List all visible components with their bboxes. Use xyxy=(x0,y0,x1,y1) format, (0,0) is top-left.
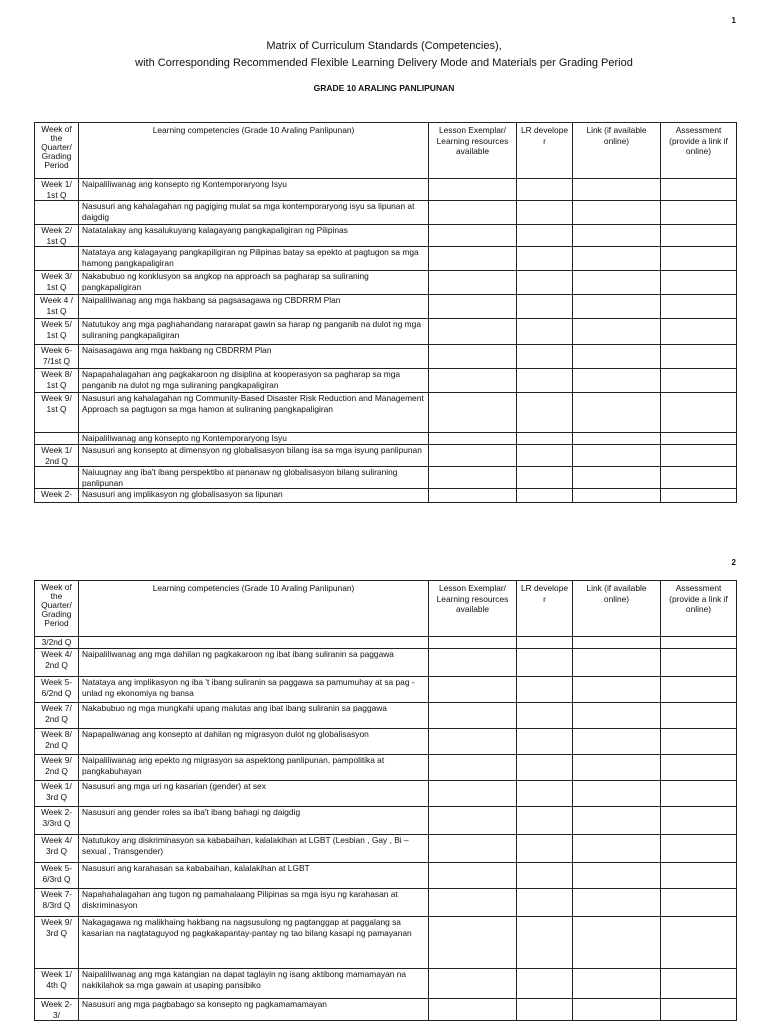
lr-developer-cell xyxy=(517,271,573,295)
lr-developer-cell xyxy=(517,969,573,999)
table-row xyxy=(35,781,737,807)
competency-cell: Nasusuri ang implikasyon ng globalisasyon sa lipunan xyxy=(79,489,429,503)
exemplar-cell xyxy=(429,863,517,889)
competency-cell: Nasusuri ang mga pagbabago sa konsepto ng pagkamamamayan xyxy=(79,999,429,1021)
competency-matrix-page1 xyxy=(34,122,737,503)
table-row xyxy=(35,969,737,999)
competency-matrix-page2 xyxy=(34,580,737,1021)
week-cell: Week 1/ 1st Q xyxy=(35,179,79,201)
assessment-cell xyxy=(661,271,737,295)
lr-developer-cell xyxy=(517,345,573,369)
lr-developer-cell xyxy=(517,755,573,781)
exemplar-cell xyxy=(429,889,517,917)
link-cell xyxy=(573,755,661,781)
link-cell xyxy=(573,393,661,433)
week-cell: Week 2-3/3rd Q xyxy=(35,807,79,835)
link-cell xyxy=(573,807,661,835)
exemplar-cell xyxy=(429,319,517,345)
table-row xyxy=(35,889,737,917)
assessment-cell xyxy=(661,489,737,503)
link-cell xyxy=(573,917,661,969)
competency-cell: Natatalakay ang kasalukuyang kalagayang pangkapaligiran ng Pilipinas xyxy=(79,225,429,247)
lr-developer-cell xyxy=(517,807,573,835)
competency-cell: Nasusuri ang kahalagahan ng pagiging mulat sa mga kontemporaryong isyu sa lipunan at daigdig xyxy=(79,201,429,225)
assessment-cell xyxy=(661,917,737,969)
competency-cell: Napapaliwanag ang konsepto at dahilan ng migrasyon dulot ng globalisasyon xyxy=(79,729,429,755)
table-row xyxy=(35,863,737,889)
link-cell xyxy=(573,247,661,271)
header-link: Link (if available online) xyxy=(573,581,661,637)
assessment-cell xyxy=(661,677,737,703)
assessment-cell xyxy=(661,319,737,345)
lr-developer-cell xyxy=(517,467,573,489)
competency-cell: Nasusuri ang mga uri ng kasarian (gender) at sex xyxy=(79,781,429,807)
assessment-cell xyxy=(661,247,737,271)
assessment-cell xyxy=(661,467,737,489)
exemplar-cell xyxy=(429,649,517,677)
lr-developer-cell xyxy=(517,489,573,503)
table-row xyxy=(35,345,737,369)
week-cell: Week 5/ 1st Q xyxy=(35,319,79,345)
exemplar-cell xyxy=(429,835,517,863)
table-row xyxy=(35,489,737,503)
exemplar-cell xyxy=(429,969,517,999)
header-competencies: Learning competencies (Grade 10 Araling Panlipunan) xyxy=(79,581,429,637)
week-cell: Week 7-8/3rd Q xyxy=(35,889,79,917)
week-cell: Week 1/ 4th Q xyxy=(35,969,79,999)
lr-developer-cell xyxy=(517,677,573,703)
exemplar-cell xyxy=(429,703,517,729)
competency-cell: Nasusuri ang kahalagahan ng Community-Based Disaster Risk Reduction and Management Approach sa pagtugon sa mga hamon at suliraning pangkapaligiran xyxy=(79,393,429,433)
exemplar-cell xyxy=(429,179,517,201)
competency-cell: Nasusuri ang konsepto at dimensyon ng globalisasyon bilang isa sa mga isyung panlipunan xyxy=(79,445,429,467)
assessment-cell xyxy=(661,863,737,889)
assessment-cell xyxy=(661,969,737,999)
table-row xyxy=(35,649,737,677)
week-cell: Week 9/ 2nd Q xyxy=(35,755,79,781)
lr-developer-cell xyxy=(517,369,573,393)
assessment-cell xyxy=(661,637,737,649)
exemplar-cell xyxy=(429,433,517,445)
exemplar-cell xyxy=(429,677,517,703)
link-cell xyxy=(573,467,661,489)
week-cell: Week 5-6/3rd Q xyxy=(35,863,79,889)
lr-developer-cell xyxy=(517,393,573,433)
table-row xyxy=(35,247,737,271)
week-cell: Week 2- xyxy=(35,489,79,503)
table-row xyxy=(35,729,737,755)
assessment-cell xyxy=(661,781,737,807)
link-cell xyxy=(573,179,661,201)
link-cell xyxy=(573,969,661,999)
assessment-cell xyxy=(661,433,737,445)
table-row xyxy=(35,433,737,445)
header-exemplar: Lesson Exemplar/ Learning resources available xyxy=(429,123,517,179)
week-cell: Week 7/ 2nd Q xyxy=(35,703,79,729)
link-cell xyxy=(573,649,661,677)
lr-developer-cell xyxy=(517,295,573,319)
week-cell: Week 2-3/ xyxy=(35,999,79,1021)
assessment-cell xyxy=(661,755,737,781)
competency-cell: Naipaliliwanag ang epekto ng migrasyon sa aspektong panlipunan, pampolitika at pangkabuhayan xyxy=(79,755,429,781)
assessment-cell xyxy=(661,179,737,201)
assessment-cell xyxy=(661,295,737,319)
competency-cell: Napahahalagahan ang tugon ng pamahalaang Pilipinas sa mga isyu ng karahasan at diskriminasyon xyxy=(79,889,429,917)
link-cell xyxy=(573,319,661,345)
table-row xyxy=(35,637,737,649)
table-row xyxy=(35,369,737,393)
week-cell: Week 5-6/2nd Q xyxy=(35,677,79,703)
link-cell xyxy=(573,225,661,247)
competency-cell: Napapahalagahan ang pagkakaroon ng disiplina at kooperasyon sa pagharap sa mga panganib na dulot ng mga suliraning pangkapaligiran xyxy=(79,369,429,393)
assessment-cell xyxy=(661,345,737,369)
table-row xyxy=(35,295,737,319)
link-cell xyxy=(573,369,661,393)
link-cell xyxy=(573,863,661,889)
assessment-cell xyxy=(661,729,737,755)
link-cell xyxy=(573,489,661,503)
assessment-cell xyxy=(661,999,737,1021)
page-number-2: 2 xyxy=(731,558,736,567)
week-cell: Week 1/ 3rd Q xyxy=(35,781,79,807)
week-cell: 3/2nd Q xyxy=(35,637,79,649)
table-row xyxy=(35,201,737,225)
table-row xyxy=(35,445,737,467)
competency-cell: Naisasagawa ang mga hakbang ng CBDRRM Plan xyxy=(79,345,429,369)
page-number: 1 xyxy=(731,16,736,25)
link-cell xyxy=(573,677,661,703)
competency-cell: Natataya ang implikasyon ng iba 't ibang suliranin sa paggawa sa pamumuhay at sa pag -unlad ng ekonomiya ng bansa xyxy=(79,677,429,703)
table-row xyxy=(35,179,737,201)
assessment-cell xyxy=(661,703,737,729)
competency-cell: Nakabubuo ng konklusyon sa angkop na approach sa pagharap sa suliraning pangkapaligiran xyxy=(79,271,429,295)
exemplar-cell xyxy=(429,999,517,1021)
header-week: Week of the Quarter/ Grading Period xyxy=(35,123,79,179)
exemplar-cell xyxy=(429,637,517,649)
week-cell: Week 4 / 1st Q xyxy=(35,295,79,319)
link-cell xyxy=(573,781,661,807)
link-cell xyxy=(573,835,661,863)
exemplar-cell xyxy=(429,781,517,807)
table-row xyxy=(35,271,737,295)
header-assessment: Assessment (provide a link if online) xyxy=(661,123,737,179)
assessment-cell xyxy=(661,393,737,433)
table-row xyxy=(35,999,737,1021)
competency-cell: Naipaliliwanag ang mga hakbang sa pagsasagawa ng CBDRRM Plan xyxy=(79,295,429,319)
document-title-line2: with Corresponding Recommended Flexible Learning Delivery Mode and Materials per Grading Period xyxy=(135,57,633,69)
table-row xyxy=(35,467,737,489)
exemplar-cell xyxy=(429,345,517,369)
week-cell: Week 8/ 1st Q xyxy=(35,369,79,393)
exemplar-cell xyxy=(429,201,517,225)
exemplar-cell xyxy=(429,295,517,319)
exemplar-cell xyxy=(429,271,517,295)
table-row xyxy=(35,225,737,247)
exemplar-cell xyxy=(429,489,517,503)
link-cell xyxy=(573,999,661,1021)
lr-developer-cell xyxy=(517,703,573,729)
assessment-cell xyxy=(661,225,737,247)
table-row xyxy=(35,807,737,835)
competency-cell: Naiuugnay ang iba't ibang perspektibo at pananaw ng globalisasyon bilang suliraning panlipunan xyxy=(79,467,429,489)
header-exemplar: Lesson Exemplar/ Learning resources available xyxy=(429,581,517,637)
link-cell xyxy=(573,433,661,445)
lr-developer-cell xyxy=(517,179,573,201)
link-cell xyxy=(573,445,661,467)
document-title-line1: Matrix of Curriculum Standards (Competencies), xyxy=(266,40,502,52)
header-lr-developer: LR develope r xyxy=(517,581,573,637)
week-cell: Week 2/ 1st Q xyxy=(35,225,79,247)
lr-developer-cell xyxy=(517,445,573,467)
header-lr-developer: LR develope r xyxy=(517,123,573,179)
week-cell: Week 4/ 3rd Q xyxy=(35,835,79,863)
header-competencies: Learning competencies (Grade 10 Araling Panlipunan) xyxy=(79,123,429,179)
week-cell xyxy=(35,201,79,225)
link-cell xyxy=(573,703,661,729)
competency-cell: Naipaliliwanag ang konsepto ng Kontemporaryong Isyu xyxy=(79,179,429,201)
lr-developer-cell xyxy=(517,433,573,445)
competency-cell: Nakabubuo ng mga mungkahi upang malutas ang ibat ibang suliranin sa paggawa xyxy=(79,703,429,729)
assessment-cell xyxy=(661,807,737,835)
exemplar-cell xyxy=(429,225,517,247)
lr-developer-cell xyxy=(517,781,573,807)
table-row xyxy=(35,835,737,863)
assessment-cell xyxy=(661,889,737,917)
competency-cell: Naipaliliwanag ang mga dahilan ng pagkakaroon ng ibat ibang suliranin sa paggawa xyxy=(79,649,429,677)
week-cell: Week 8/ 2nd Q xyxy=(35,729,79,755)
lr-developer-cell xyxy=(517,729,573,755)
lr-developer-cell xyxy=(517,863,573,889)
exemplar-cell xyxy=(429,467,517,489)
exemplar-cell xyxy=(429,393,517,433)
week-cell xyxy=(35,247,79,271)
week-cell: Week 6-7/1st Q xyxy=(35,345,79,369)
header-link: Link (if available online) xyxy=(573,123,661,179)
competency-cell: Nasusuri ang karahasan sa kababaihan, kalalakihan at LGBT xyxy=(79,863,429,889)
competency-cell: Nasusuri ang gender roles sa iba't ibang bahagi ng daigdig xyxy=(79,807,429,835)
header-assessment: Assessment (provide a link if online) xyxy=(661,581,737,637)
week-cell xyxy=(35,467,79,489)
lr-developer-cell xyxy=(517,201,573,225)
exemplar-cell xyxy=(429,755,517,781)
lr-developer-cell xyxy=(517,319,573,345)
lr-developer-cell xyxy=(517,889,573,917)
assessment-cell xyxy=(661,201,737,225)
week-cell: Week 9/ 1st Q xyxy=(35,393,79,433)
competency-cell: Nakagagawa ng malikhaing hakbang na nagsusulong ng pagtanggap at paggalang sa kasarian na nagtataguyod ng pagkakapantay-pantay ng tao bilang kasapi ng pamayanan xyxy=(79,917,429,969)
link-cell xyxy=(573,889,661,917)
assessment-cell xyxy=(661,369,737,393)
link-cell xyxy=(573,201,661,225)
lr-developer-cell xyxy=(517,835,573,863)
assessment-cell xyxy=(661,649,737,677)
header-week: Week of the Quarter/ Grading Period xyxy=(35,581,79,637)
table-row xyxy=(35,319,737,345)
lr-developer-cell xyxy=(517,917,573,969)
table-row xyxy=(35,393,737,433)
competency-cell: Naipaliliwanag ang mga katangian na dapat taglayin ng isang aktibong mamamayan na nakikilahok sa mga gawain at usaping pansibiko xyxy=(79,969,429,999)
exemplar-cell xyxy=(429,445,517,467)
competency-cell: Natataya ang kalagayang pangkapiligiran ng Pilipinas batay sa epekto at pagtugon sa mga hamong pangkapaligiran xyxy=(79,247,429,271)
table-row xyxy=(35,677,737,703)
link-cell xyxy=(573,295,661,319)
document-subtitle: GRADE 10 ARALING PANLIPUNAN xyxy=(313,83,455,93)
lr-developer-cell xyxy=(517,225,573,247)
exemplar-cell xyxy=(429,369,517,393)
table-row xyxy=(35,755,737,781)
exemplar-cell xyxy=(429,247,517,271)
lr-developer-cell xyxy=(517,649,573,677)
table-row xyxy=(35,703,737,729)
lr-developer-cell xyxy=(517,247,573,271)
link-cell xyxy=(573,637,661,649)
exemplar-cell xyxy=(429,729,517,755)
assessment-cell xyxy=(661,445,737,467)
week-cell: Week 3/ 1st Q xyxy=(35,271,79,295)
week-cell: Week 9/ 3rd Q xyxy=(35,917,79,969)
table-row xyxy=(35,917,737,969)
competency-cell xyxy=(79,637,429,649)
exemplar-cell xyxy=(429,807,517,835)
competency-cell: Naipaliliwanag ang konsepto ng Kontemporaryong Isyu xyxy=(79,433,429,445)
week-cell: Week 1/ 2nd Q xyxy=(35,445,79,467)
link-cell xyxy=(573,271,661,295)
competency-cell: Natutukoy ang diskriminasyon sa kababaihan, kalalakihan at LGBT (Lesbian , Gay , Bi – sexual , Transgender) xyxy=(79,835,429,863)
competency-cell: Natutukoy ang mga paghahandang nararapat gawin sa harap ng panganib na dulot ng mga suliraning pangkapaligiran xyxy=(79,319,429,345)
link-cell xyxy=(573,729,661,755)
week-cell xyxy=(35,433,79,445)
link-cell xyxy=(573,345,661,369)
exemplar-cell xyxy=(429,917,517,969)
lr-developer-cell xyxy=(517,999,573,1021)
lr-developer-cell xyxy=(517,637,573,649)
week-cell: Week 4/ 2nd Q xyxy=(35,649,79,677)
assessment-cell xyxy=(661,835,737,863)
